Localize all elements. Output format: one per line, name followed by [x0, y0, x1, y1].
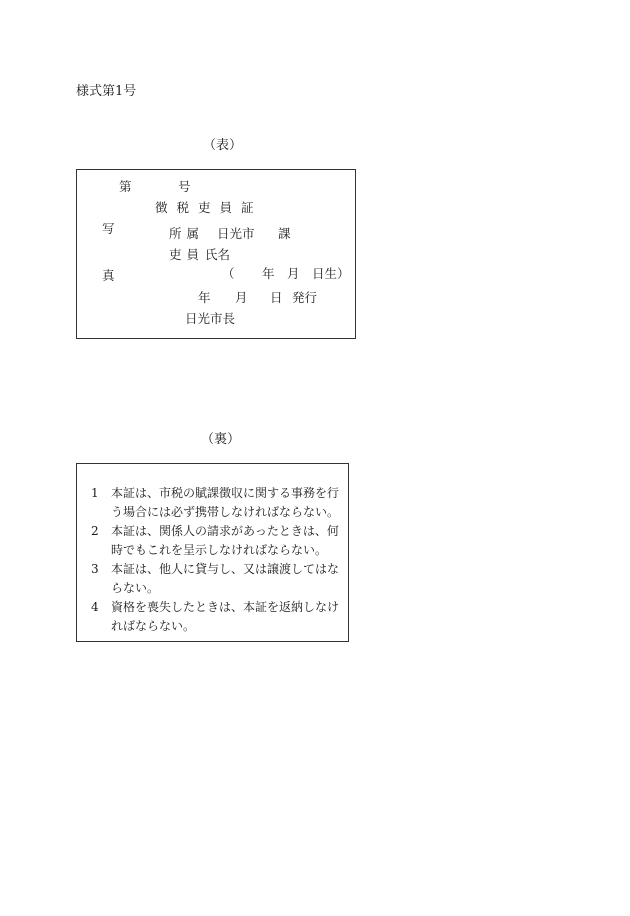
issuer: 日光市長 — [185, 311, 236, 326]
birth-date: 年 月 日生） — [262, 266, 350, 281]
official-label: 吏員 — [169, 247, 205, 262]
id-card-front — [76, 169, 356, 339]
note-item — [91, 598, 341, 636]
affiliation-label: 所属 — [169, 226, 205, 241]
issue-month: 月 — [235, 290, 248, 305]
photo-label-bottom: 真 — [102, 268, 115, 283]
id-card-back — [76, 463, 349, 642]
back-side-label: （裏） — [201, 432, 241, 447]
note-text: 本証は、他人に貸与し、又は譲渡してはな らない。 — [111, 562, 340, 595]
note-number: 3 — [91, 562, 99, 576]
birth-open-paren: （ — [222, 266, 235, 281]
affiliation-city: 日光市 — [217, 226, 255, 241]
issue-year: 年 — [198, 290, 211, 305]
front-side-label: （表） — [203, 138, 243, 153]
affiliation-section: 課 — [278, 226, 291, 241]
note-item — [91, 522, 341, 560]
note-item — [91, 484, 341, 522]
note-number: 2 — [91, 524, 99, 538]
number-suffix: 号 — [178, 179, 191, 194]
name-label: 氏名 — [205, 247, 231, 262]
note-text: 本証は、市税の賦課徴収に関する事務を行 う場合には必ず携帯しなければならない。 — [111, 486, 340, 519]
note-text: 本証は、関係人の請求があったときは、何 時でもこれを呈示しなければならない。 — [111, 524, 339, 557]
card-title: 徴税吏員証 — [155, 200, 263, 215]
note-number: 1 — [91, 486, 99, 500]
note-text: 資格を喪失したときは、本証を返納しなけ ればならない。 — [111, 600, 340, 633]
issue-day: 日 — [270, 290, 283, 305]
number-prefix: 第 — [119, 179, 132, 194]
issue-label: 発行 — [292, 290, 318, 305]
form-number: 様式第1号 — [76, 84, 137, 99]
notes-list — [91, 484, 341, 636]
photo-label-top: 写 — [102, 221, 115, 236]
note-number: 4 — [91, 600, 99, 614]
note-item — [91, 560, 341, 598]
